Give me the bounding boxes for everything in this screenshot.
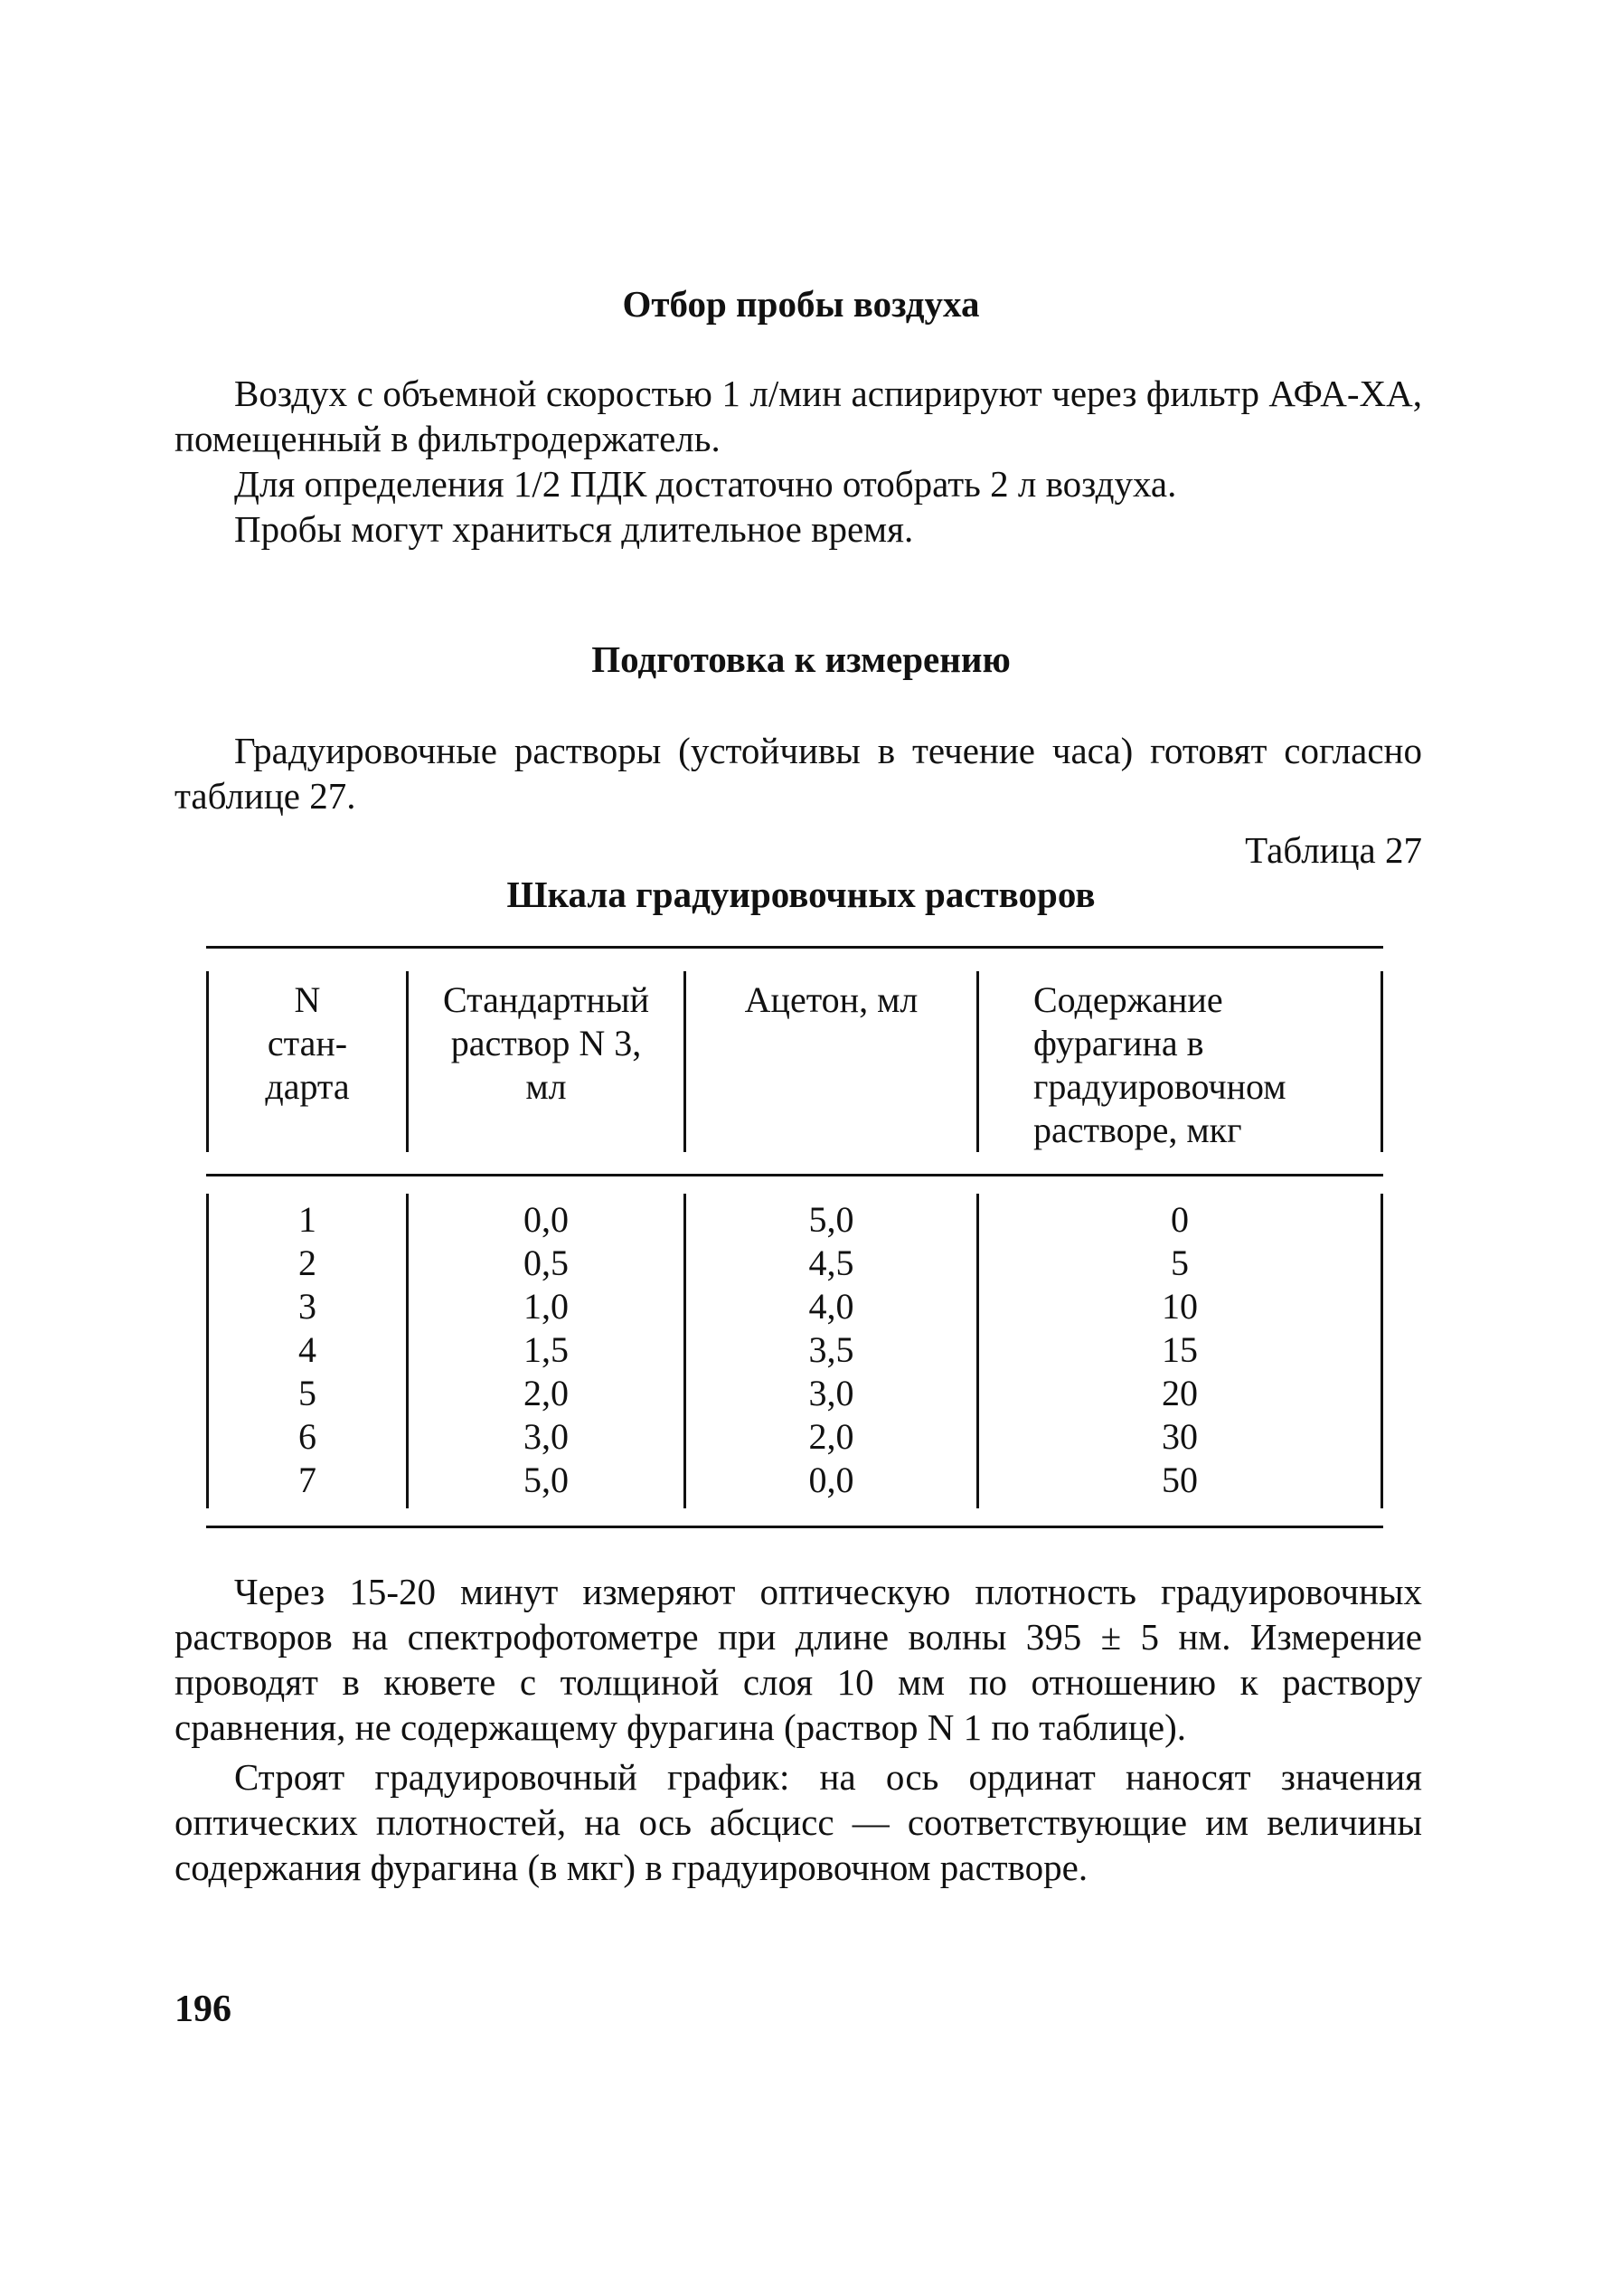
table-caption: Шкала градуировочных растворов	[506, 874, 1096, 915]
measurement-text	[174, 1569, 1422, 1890]
paragraph-volume-requirement: Для определения 1/2 ПДК достаточно отобрать 2 л воздуха.	[234, 463, 1177, 505]
header-line: растворе, мкг	[1033, 1110, 1242, 1150]
header-line: N	[294, 979, 321, 1020]
table-cell: 3,0	[808, 1373, 854, 1413]
body-border-right	[1381, 1194, 1383, 1508]
header-border-right	[1381, 971, 1383, 1152]
table-top-rule	[206, 946, 1383, 949]
column-furagin-content	[979, 1198, 1381, 1502]
paragraph-air-aspiration: Воздух с объемной скоростью 1 л/мин аспирируют через фильтр АФА-ХА, помещенный в фильтродержатель.	[174, 373, 1422, 459]
header-furagin-content	[1033, 978, 1381, 1152]
section-title-air-sampling: Отбор пробы воздуха	[622, 283, 980, 325]
table-cell: 0,5	[523, 1242, 569, 1283]
header-standard-solution	[409, 978, 683, 1109]
table-cell: 5	[298, 1373, 316, 1413]
header-line: Содержание	[1033, 979, 1223, 1020]
header-line: фурагина в	[1033, 1023, 1204, 1063]
table-cell: 2	[298, 1242, 316, 1283]
column-acetone	[686, 1198, 976, 1502]
column-standard-number	[209, 1198, 406, 1502]
table-cell: 4	[298, 1329, 316, 1370]
header-divider-3	[976, 971, 979, 1152]
table-cell: 4,5	[808, 1242, 854, 1283]
page-number: 196	[174, 1989, 231, 2030]
header-acetone	[686, 978, 976, 1022]
paragraph-calibration-graph: Строят градуировочный график: на ось ординат наносят значения оптических плотностей, на ось абсцисс — соответствующие им величины содержания фурагина (в мкг) в градуировочном растворе.	[174, 1756, 1422, 1888]
table-cell: 6	[298, 1416, 316, 1457]
table-cell: 5,0	[808, 1199, 854, 1240]
table-cell: 15	[1162, 1329, 1198, 1370]
table-cell: 2,0	[808, 1416, 854, 1457]
section-title-preparation: Подготовка к измерению	[591, 638, 1011, 680]
header-line: градуировочном	[1033, 1066, 1286, 1107]
paragraph-solutions: Градуировочные растворы (устойчивы в течение часа) готовят согласно таблице 27.	[174, 730, 1422, 817]
table-cell: 20	[1162, 1373, 1198, 1413]
table-cell: 4,0	[808, 1286, 854, 1327]
header-line: стан-	[267, 1023, 348, 1063]
table-cell: 0,0	[523, 1199, 569, 1240]
table-cell: 30	[1162, 1416, 1198, 1457]
table-cell: 1,5	[523, 1329, 569, 1370]
table-cell: 2,0	[523, 1373, 569, 1413]
table-cell: 3	[298, 1286, 316, 1327]
table-cell: 1,0	[523, 1286, 569, 1327]
column-standard-solution	[409, 1198, 683, 1502]
table-cell: 5,0	[523, 1460, 569, 1500]
paragraph-measurement: Через 15-20 минут измеряют оптическую плотность градуировочных растворов на спектрофотометре при длине волны 395 ± 5 нм. Измерение проводят в кювете с толщиной слоя 10 мм по отношению к раствору сравнения, не содержащему фурагина (раствор N 1 по таблице).	[174, 1571, 1422, 1748]
table-cell: 50	[1162, 1460, 1198, 1500]
table-cell: 3,5	[808, 1329, 854, 1370]
paragraph-storage: Пробы могут храниться длительное время.	[234, 508, 914, 550]
table-cell: 5	[1171, 1242, 1189, 1283]
header-line: раствор N 3,	[450, 1023, 642, 1063]
header-line: дарта	[265, 1066, 350, 1107]
table-header-rule	[206, 1174, 1383, 1176]
table-cell: 7	[298, 1460, 316, 1500]
header-line: Стандартный	[442, 979, 650, 1020]
table-cell: 3,0	[523, 1416, 569, 1457]
table-cell: 10	[1162, 1286, 1198, 1327]
table-number-label: Таблица 27	[1245, 829, 1422, 871]
header-standard-number	[209, 978, 406, 1109]
header-line: Ацетон, мл	[744, 979, 919, 1020]
header-line: мл	[525, 1066, 567, 1107]
table-cell: 0,0	[808, 1460, 854, 1500]
table-bottom-rule	[206, 1526, 1383, 1528]
table-cell: 0	[1171, 1199, 1189, 1240]
table-cell: 1	[298, 1199, 316, 1240]
